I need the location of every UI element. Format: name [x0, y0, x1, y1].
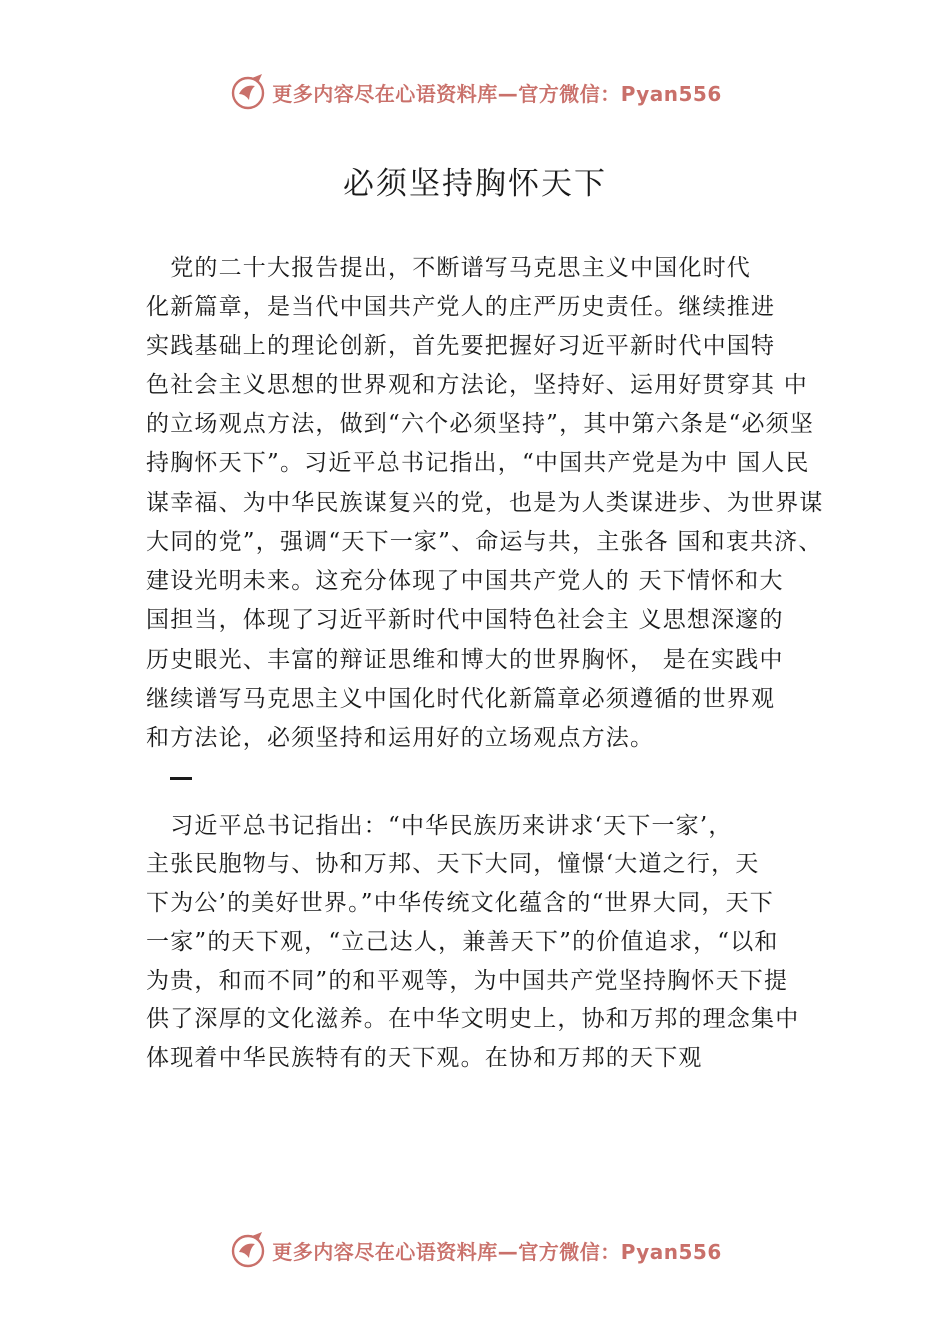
page-title: 必须坚持胸怀天下 — [343, 166, 607, 202]
paragraph-line: 为贵，和而不同”的和平观等，为中国共产党坚持胸怀天下提 — [146, 968, 789, 994]
paragraph-line: 国担当，体现了习近平新时代中国特色社会主 义思想深邃的 — [146, 607, 784, 633]
paragraph-line: 谋幸福、为中华民族谋复兴的党，也是为人类谋进步、为世界谋 — [146, 490, 824, 516]
paragraph-line: 习近平总书记指出：“中华民族历来讲求‘天下一家’， — [146, 813, 733, 839]
paragraph-line: 供了深厚的文化滋养。在中华文明史上，协和万邦的理念集中 — [146, 1006, 800, 1032]
section-number — [170, 777, 192, 780]
paragraph-line: 体现着中华民族特有的天下观。在协和万邦的天下观 — [146, 1045, 703, 1071]
paragraph-line: 继续谱写马克思主义中国化时代化新篇章必须遵循的世界观 — [146, 686, 776, 712]
footer-banner — [0, 1228, 950, 1272]
paragraph-line: 大同的党”，强调“天下一家”、命运与共，主张各 国和衷共济、 — [146, 529, 823, 555]
paragraph-line: 色社会主义思想的世界观和方法论，坚持好、运用好贯穿其 中 — [146, 372, 808, 398]
brand-logo-icon — [228, 1230, 268, 1270]
paragraph-line: 下为公’的美好世界。”中华传统文化蕴含的“世界大同，天下 — [146, 890, 774, 916]
paragraph-line: 一家”的天下观，“立己达人，兼善天下”的价值追求，“以和 — [146, 929, 779, 955]
paragraph-line: 历史眼光、丰富的辩证思维和博大的世界胸怀， 是在实践中 — [146, 647, 784, 673]
paragraph-line: 党的二十大报告提出，不断谱写马克思主义中国化时代 — [146, 255, 751, 281]
paragraph-line: 的立场观点方法，做到“六个必须坚持”，其中第六条是“必须坚 — [146, 411, 815, 437]
brand-logo-icon — [228, 72, 268, 112]
paragraph-line: 建设光明未来。这充分体现了中国共产党人的 天下情怀和大 — [146, 568, 784, 594]
paragraph-line: 主张民胞物与、协和万邦、天下大同，憧憬‘大道之行，天 — [146, 851, 760, 877]
header-banner-text: 更多内容尽在心语资料库—官方微信：Pyan556 — [272, 81, 722, 106]
paragraph-line: 化新篇章，是当代中国共产党人的庄严历史责任。继续推进 — [146, 294, 776, 320]
paragraph-line: 实践基础上的理论创新，首先要把握好习近平新时代中国特 — [146, 333, 776, 359]
paragraph-line: 和方法论，必须坚持和运用好的立场观点方法。 — [146, 725, 655, 751]
footer-banner-text: 更多内容尽在心语资料库—官方微信：Pyan556 — [272, 1239, 722, 1264]
paragraph-line: 持胸怀天下”。习近平总书记指出，“中国共产党是为中 国人民 — [146, 450, 810, 476]
header-banner — [0, 70, 950, 114]
